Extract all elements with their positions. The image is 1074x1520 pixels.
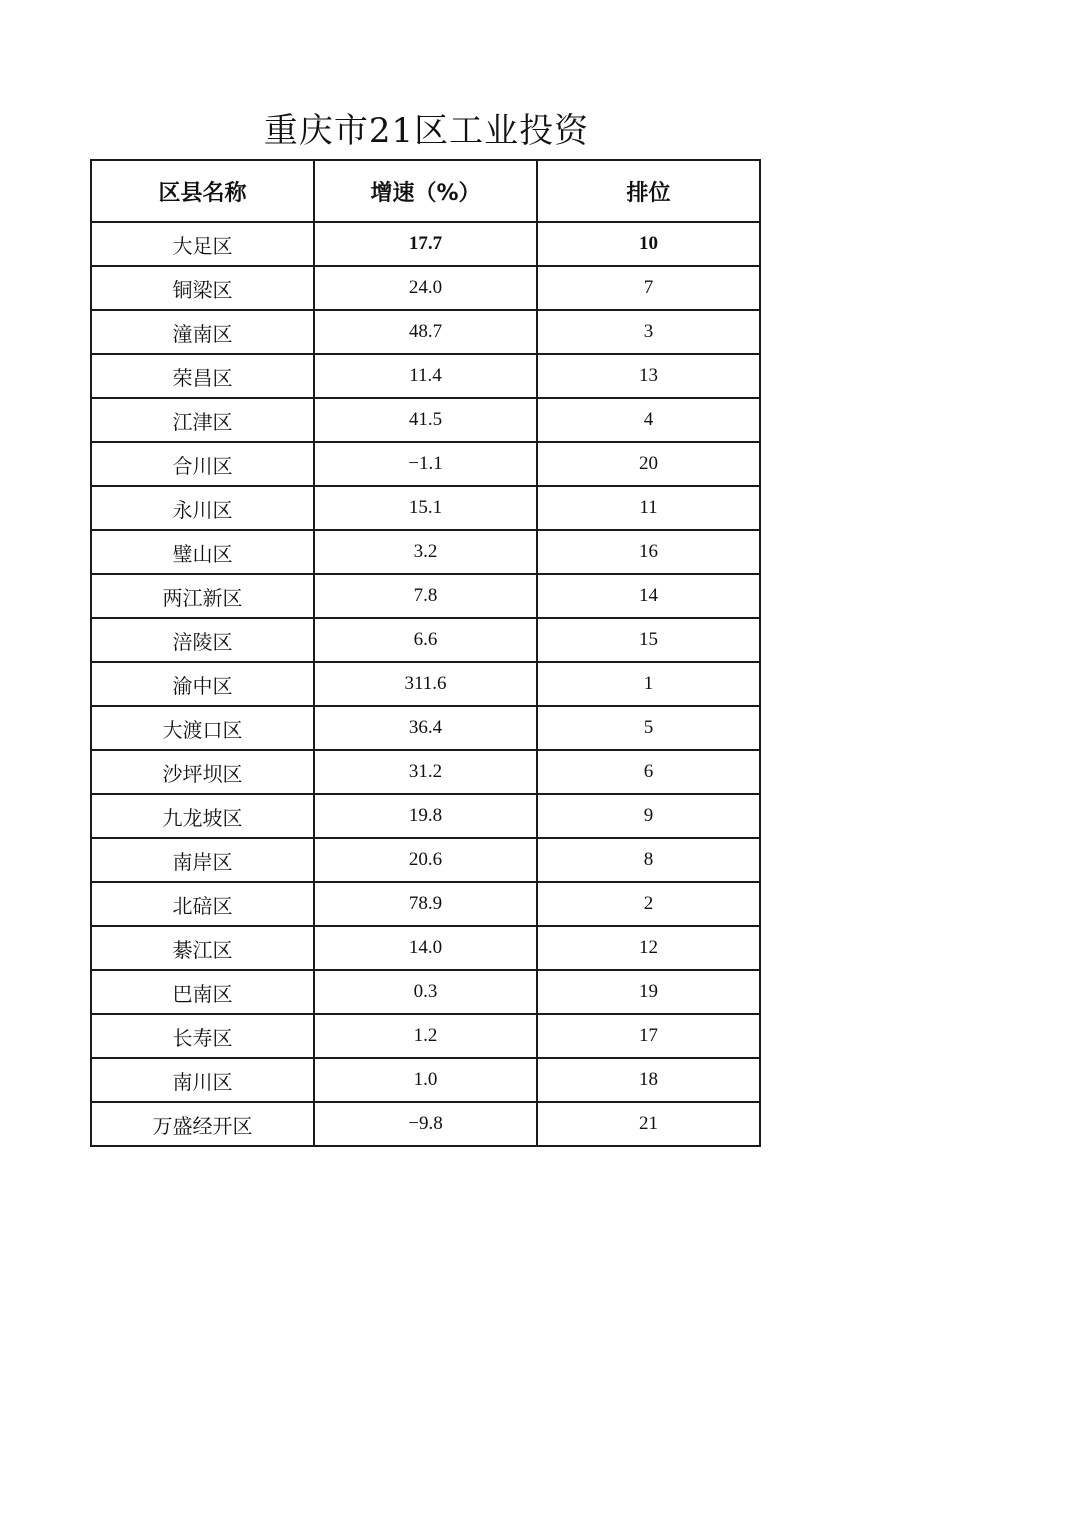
data-table	[90, 159, 761, 1147]
rank-cell: 17	[537, 1014, 760, 1058]
rank-cell: 15	[537, 618, 760, 662]
rank-cell: 10	[537, 222, 760, 266]
rank-cell: 5	[537, 706, 760, 750]
growth-cell: 17.7	[314, 222, 537, 266]
rank-cell: 3	[537, 310, 760, 354]
table-row	[91, 750, 760, 794]
table-row	[91, 398, 760, 442]
district-cell: 渝中区	[91, 662, 314, 706]
district-cell: 大足区	[91, 222, 314, 266]
table-row	[91, 926, 760, 970]
district-cell: 万盛经开区	[91, 1102, 314, 1146]
growth-cell: −1.1	[314, 442, 537, 486]
growth-cell: 36.4	[314, 706, 537, 750]
growth-cell: 3.2	[314, 530, 537, 574]
district-cell: 潼南区	[91, 310, 314, 354]
growth-cell: 311.6	[314, 662, 537, 706]
table-row	[91, 662, 760, 706]
table-header-row	[91, 160, 760, 222]
rank-cell: 16	[537, 530, 760, 574]
district-cell: 铜梁区	[91, 266, 314, 310]
growth-cell: 1.2	[314, 1014, 537, 1058]
table-row	[91, 838, 760, 882]
district-cell: 沙坪坝区	[91, 750, 314, 794]
growth-cell: 78.9	[314, 882, 537, 926]
district-cell: 江津区	[91, 398, 314, 442]
district-cell: 璧山区	[91, 530, 314, 574]
growth-cell: 7.8	[314, 574, 537, 618]
table-row	[91, 266, 760, 310]
table-row	[91, 706, 760, 750]
rank-cell: 11	[537, 486, 760, 530]
column-header-district: 区县名称	[91, 160, 314, 222]
table-row	[91, 618, 760, 662]
rank-cell: 4	[537, 398, 760, 442]
rank-cell: 2	[537, 882, 760, 926]
rank-cell: 14	[537, 574, 760, 618]
district-cell: 涪陵区	[91, 618, 314, 662]
table-row	[91, 530, 760, 574]
page-title: 重庆市21区工业投资	[263, 111, 590, 151]
table-row	[91, 882, 760, 926]
table-row	[91, 310, 760, 354]
rank-cell: 8	[537, 838, 760, 882]
district-cell: 合川区	[91, 442, 314, 486]
growth-cell: 19.8	[314, 794, 537, 838]
rank-cell: 7	[537, 266, 760, 310]
table-row	[91, 1102, 760, 1146]
table-row	[91, 794, 760, 838]
table-body	[91, 222, 760, 1146]
rank-cell: 12	[537, 926, 760, 970]
rank-cell: 19	[537, 970, 760, 1014]
table-row	[91, 442, 760, 486]
rank-cell: 13	[537, 354, 760, 398]
district-cell: 南岸区	[91, 838, 314, 882]
rank-cell: 21	[537, 1102, 760, 1146]
growth-cell: 41.5	[314, 398, 537, 442]
growth-cell: 48.7	[314, 310, 537, 354]
district-cell: 南川区	[91, 1058, 314, 1102]
district-cell: 巴南区	[91, 970, 314, 1014]
district-cell: 永川区	[91, 486, 314, 530]
column-header-rank: 排位	[537, 160, 760, 222]
table-row	[91, 354, 760, 398]
district-cell: 北碚区	[91, 882, 314, 926]
growth-cell: 24.0	[314, 266, 537, 310]
table-row	[91, 486, 760, 530]
district-cell: 九龙坡区	[91, 794, 314, 838]
rank-cell: 6	[537, 750, 760, 794]
rank-cell: 20	[537, 442, 760, 486]
growth-cell: 15.1	[314, 486, 537, 530]
column-header-growth: 增速（%）	[314, 160, 537, 222]
table-row	[91, 1014, 760, 1058]
district-cell: 长寿区	[91, 1014, 314, 1058]
growth-cell: 14.0	[314, 926, 537, 970]
table-row	[91, 970, 760, 1014]
growth-cell: −9.8	[314, 1102, 537, 1146]
growth-cell: 1.0	[314, 1058, 537, 1102]
growth-cell: 0.3	[314, 970, 537, 1014]
district-cell: 大渡口区	[91, 706, 314, 750]
table-row	[91, 222, 760, 266]
district-cell: 綦江区	[91, 926, 314, 970]
growth-cell: 31.2	[314, 750, 537, 794]
table-row	[91, 574, 760, 618]
rank-cell: 1	[537, 662, 760, 706]
growth-cell: 20.6	[314, 838, 537, 882]
table-row	[91, 1058, 760, 1102]
rank-cell: 18	[537, 1058, 760, 1102]
growth-cell: 11.4	[314, 354, 537, 398]
district-cell: 荣昌区	[91, 354, 314, 398]
district-cell: 两江新区	[91, 574, 314, 618]
rank-cell: 9	[537, 794, 760, 838]
growth-cell: 6.6	[314, 618, 537, 662]
